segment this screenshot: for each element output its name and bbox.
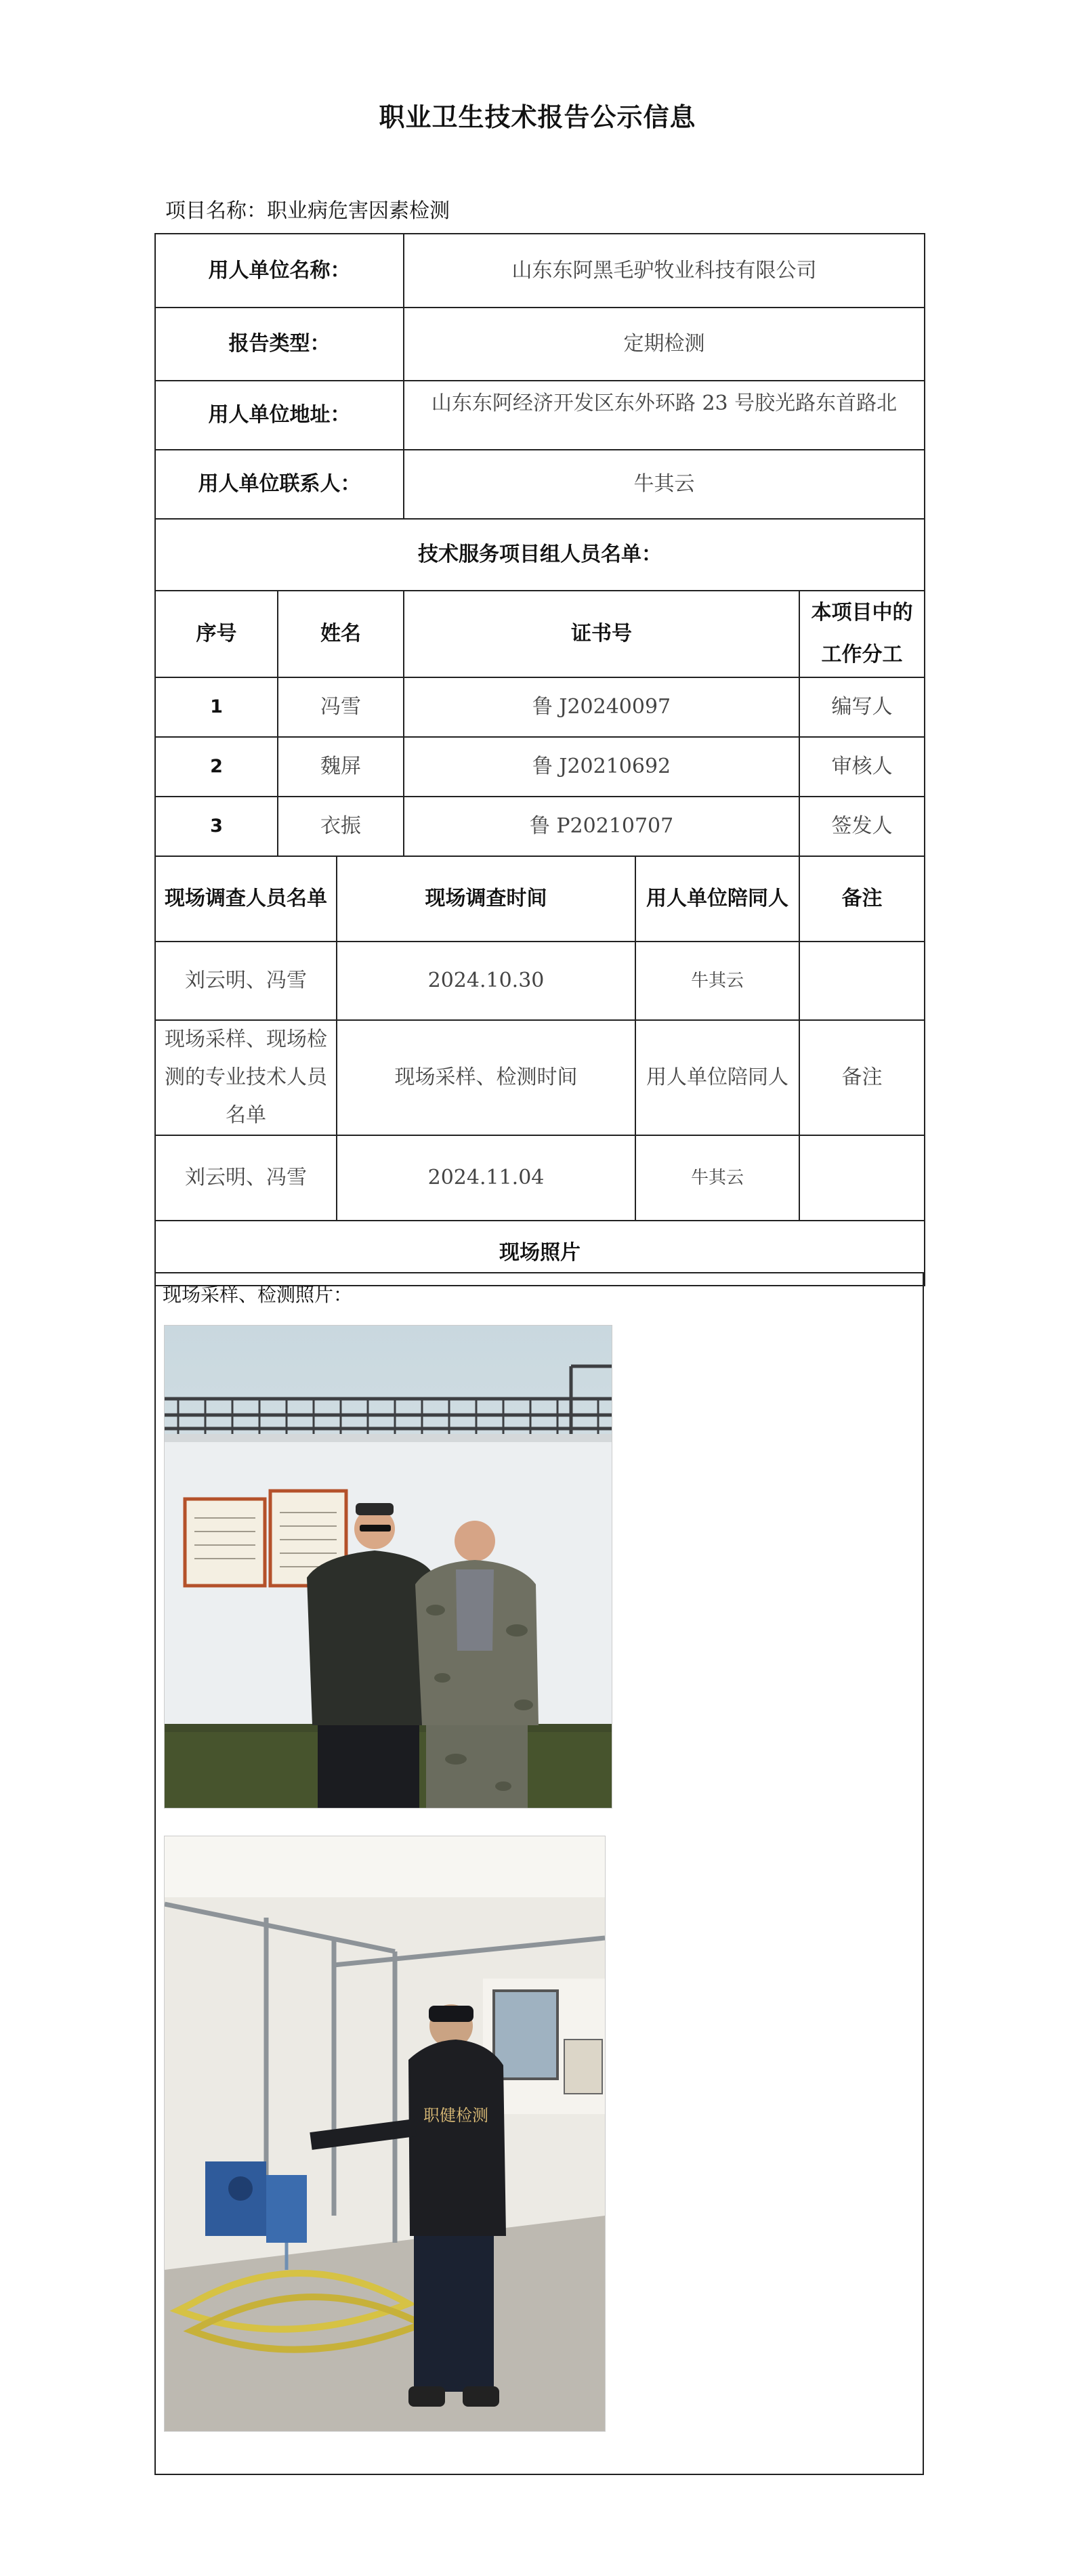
- team-name: 魏屏: [278, 737, 404, 797]
- team-no: 2: [155, 737, 278, 797]
- survey-header-people: 现场调查人员名单: [155, 856, 337, 942]
- table-row: [155, 677, 925, 737]
- photo-caption: 现场采样、检测照片：: [163, 1284, 353, 1306]
- vest-text: 职健检测: [423, 2106, 488, 2125]
- team-no: 1: [155, 677, 278, 737]
- project-name: [165, 194, 450, 224]
- sampling-header-time: 现场采样、检测时间: [337, 1020, 635, 1135]
- sampling-header-note: 备注: [799, 1020, 925, 1135]
- team-heading: 技术服务项目组人员名单：: [155, 519, 925, 591]
- survey-row: [155, 942, 925, 1020]
- team-cert: 鲁 P20210707: [404, 797, 799, 856]
- company-name-label: 用人单位名称：: [155, 234, 404, 308]
- sampling-time: 2024.11.04: [337, 1135, 635, 1221]
- team-name: 衣振: [278, 797, 404, 856]
- survey-header-row: [155, 856, 925, 942]
- company-address-label: 用人单位地址：: [155, 381, 404, 450]
- survey-companion: 牛其云: [635, 942, 799, 1020]
- survey-note: [799, 942, 925, 1020]
- team-no: 3: [155, 797, 278, 856]
- team-header-role: 本项目中的工作分工: [799, 591, 925, 677]
- sampling-header-companion: 用人单位陪同人: [635, 1020, 799, 1135]
- row-company-address: [155, 381, 925, 450]
- site-photo-1: [164, 1325, 612, 1809]
- sampling-header-row: [155, 1020, 925, 1135]
- photo-section-title: 现场照片: [155, 1221, 925, 1286]
- photo-box: [154, 1272, 924, 2475]
- row-report-type: [155, 308, 925, 381]
- table-row: [155, 737, 925, 797]
- sampling-note: [799, 1135, 925, 1221]
- team-header-row: [155, 591, 925, 677]
- team-role: 编写人: [799, 677, 925, 737]
- sampling-header-people: 现场采样、现场检测的专业技术人员名单: [155, 1020, 337, 1135]
- table-row: [155, 797, 925, 856]
- company-address-value: 山东东阿经济开发区东外环路 23 号胶光路东首路北: [404, 381, 925, 450]
- sampling-people: 刘云明、冯雪: [155, 1135, 337, 1221]
- team-cert: 鲁 J20210692: [404, 737, 799, 797]
- site-photo-2: [164, 1836, 606, 2432]
- row-company-name: [155, 234, 925, 308]
- team-cert: 鲁 J20240097: [404, 677, 799, 737]
- company-contact-value: 牛其云: [404, 450, 925, 519]
- survey-header-time: 现场调查时间: [337, 856, 635, 942]
- page-title: 职业卫生技术报告公示信息: [379, 102, 696, 132]
- team-header-cert: 证书号: [404, 591, 799, 677]
- company-name-value: 山东东阿黑毛驴牧业科技有限公司: [404, 234, 925, 308]
- survey-time: 2024.10.30: [337, 942, 635, 1020]
- team-header-name: 姓名: [278, 591, 404, 677]
- team-role: 签发人: [799, 797, 925, 856]
- sampling-row: [155, 1135, 925, 1221]
- sampling-companion: 牛其云: [635, 1135, 799, 1221]
- company-contact-label: 用人单位联系人：: [155, 450, 404, 519]
- team-header-no: 序号: [155, 591, 278, 677]
- team-role: 审核人: [799, 737, 925, 797]
- project-name-label: 项目名称：: [165, 199, 267, 223]
- survey-people: 刘云明、冯雪: [155, 942, 337, 1020]
- survey-header-note: 备注: [799, 856, 925, 942]
- info-table: [154, 233, 925, 1286]
- project-name-value: 职业病危害因素检测: [267, 199, 450, 223]
- row-company-contact: [155, 450, 925, 519]
- team-name: 冯雪: [278, 677, 404, 737]
- survey-header-companion: 用人单位陪同人: [635, 856, 799, 942]
- report-type-label: 报告类型：: [155, 308, 404, 381]
- row-team-heading: [155, 519, 925, 591]
- report-type-value: 定期检测: [404, 308, 925, 381]
